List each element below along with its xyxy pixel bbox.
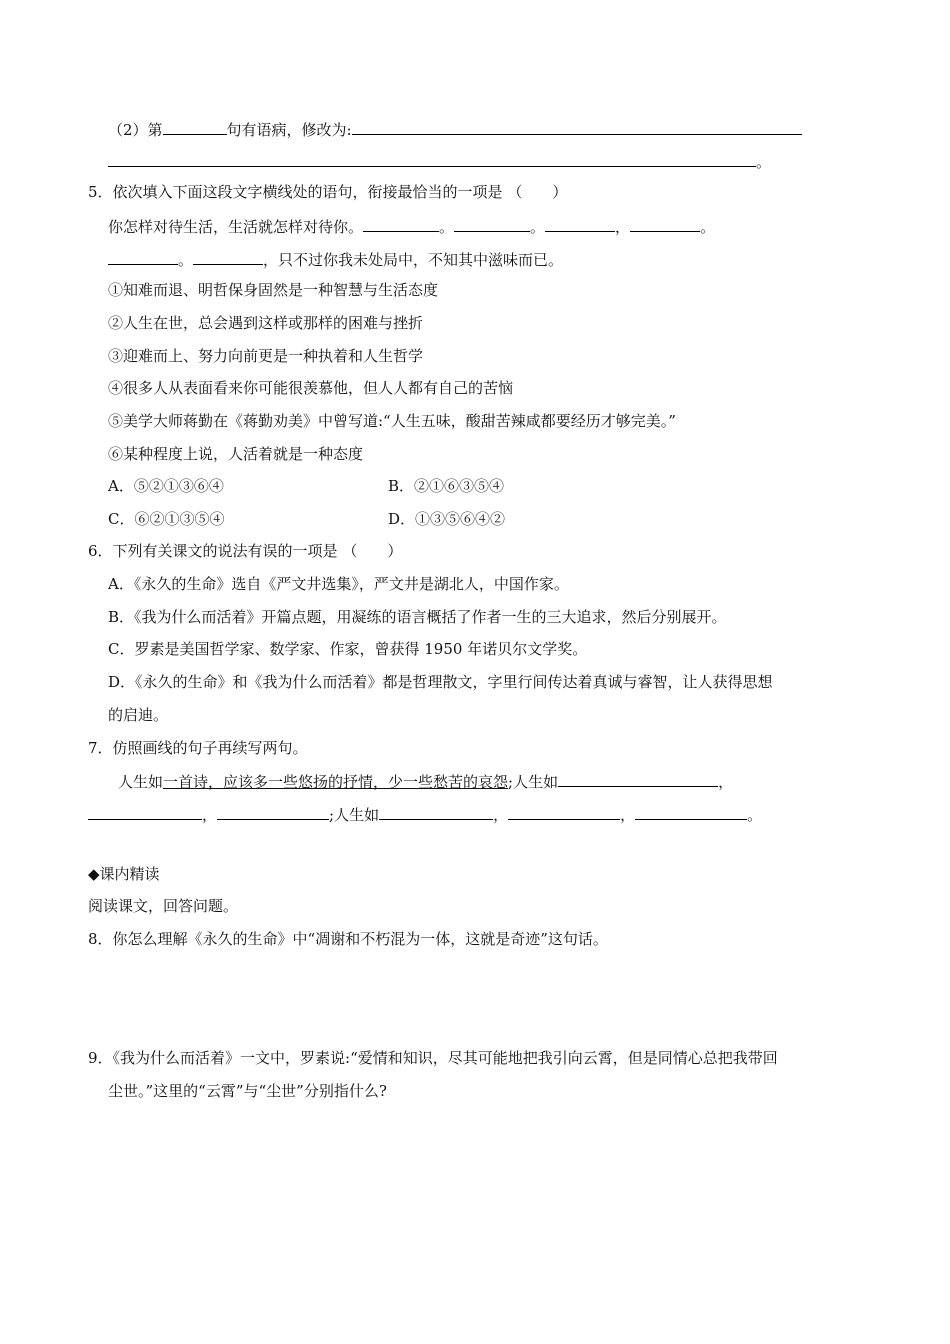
q7-blank-3[interactable] <box>217 803 329 820</box>
q5-option-b[interactable]: B．②①⑥③⑤④ <box>388 477 505 495</box>
q4-end-period: 。 <box>756 153 772 171</box>
q7-blank-6[interactable] <box>635 803 747 820</box>
q5-option-d[interactable]: D．①③⑤⑥④② <box>388 510 506 528</box>
q7-blank-4[interactable] <box>379 803 493 820</box>
q4-part2-line <box>108 118 802 140</box>
q5-blank-1[interactable] <box>363 215 439 232</box>
q5-sep-4: 。 <box>700 218 716 236</box>
q7-mid: ;人生如 <box>329 806 380 824</box>
q8-stem: 8．你怎么理解《永久的生命》中“凋谢和不朽混为一体，这就是奇迹”这句话。 <box>88 930 608 948</box>
q5-sep-3: ， <box>615 218 631 236</box>
q4-sentence-number-blank[interactable] <box>163 118 227 135</box>
q5-sep-5: 。 <box>178 251 194 269</box>
q5-blank-6[interactable] <box>193 248 263 265</box>
q5-sep-2: 。 <box>530 218 546 236</box>
q5-option-a[interactable]: A．⑤②①③⑥④ <box>108 477 224 495</box>
q5-stem: 5．依次填入下面这段文字横线处的语句，衔接最恰当的一项是 （ ） <box>88 183 568 201</box>
section-instruction: 阅读课文，回答问题。 <box>88 897 239 915</box>
q5-item-4: ④很多人从表面看来你可能很羡慕他，但人人都有自己的苦恼 <box>108 379 514 397</box>
q7-suffix: ;人生如 <box>508 773 559 791</box>
q5-passage-start: 你怎样对待生活，生活就怎样对待你。 <box>108 218 364 236</box>
q5-item-5: ⑤美学大师蒋勤在《蒋勤劝美》中曾写道:“人生五味，酸甜苦辣咸都要经历才够完美。” <box>108 412 676 430</box>
q4-continuation-line <box>108 150 771 172</box>
q7-comma-2: ， <box>202 806 218 824</box>
q7-blank-2[interactable] <box>88 803 202 820</box>
q7-blank-5[interactable] <box>508 803 620 820</box>
q5-blank-4[interactable] <box>630 215 700 232</box>
q7-prefix: 人生如 <box>118 773 164 791</box>
q5-sep-1: 。 <box>439 218 455 236</box>
q9-line1: 9．《我为什么而活着》一文中，罗素说:“爱情和知识，尽其可能地把我引向云霄，但是同情心总把我带回 <box>88 1049 778 1067</box>
q6-option-d-continued: 的启迪。 <box>108 706 169 724</box>
q5-blank-2[interactable] <box>454 215 530 232</box>
q5-blank-5[interactable] <box>108 248 178 265</box>
q5-item-6: ⑥某种程度上说，人活着就是一种态度 <box>108 445 364 463</box>
q4-part2-mid: 句有语病，修改为: <box>226 121 352 139</box>
q5-option-c[interactable]: C．⑥②①③⑤④ <box>108 510 225 528</box>
q6-option-b[interactable]: B．《我为什么而活着》开篇点题，用凝练的语言概括了作者一生的三大追求，然后分别展开。 <box>108 608 727 626</box>
q7-blank-1[interactable] <box>558 770 718 787</box>
q4-correction-blank-2[interactable] <box>108 150 756 167</box>
q9-line2: 尘世。”这里的“云霄”与“尘世”分别指什么? <box>108 1082 387 1100</box>
q5-item-2: ②人生在世，总会遇到这样或那样的困难与挫折 <box>108 314 424 332</box>
q7-underlined-model: 一首诗，应该多一些悠扬的抒情，少一些愁苦的哀怨 <box>163 773 509 791</box>
q4-correction-blank[interactable] <box>352 118 802 135</box>
q7-period: 。 <box>747 806 763 824</box>
q5-item-1: ①知难而退、明哲保身固然是一种智慧与生活态度 <box>108 281 439 299</box>
q6-option-c[interactable]: C．罗素是美国哲学家、数学家、作家，曾获得 1950 年诺贝尔文学奖。 <box>108 640 588 658</box>
q7-line1 <box>118 770 733 792</box>
q6-option-d[interactable]: D．《永久的生命》和《我为什么而活着》都是哲理散文，字里行间传达着真诚与睿智，让人获得思想 <box>108 673 773 691</box>
q7-comma-4: ， <box>620 806 636 824</box>
q6-option-a[interactable]: A．《永久的生命》选自《严文井选集》，严文井是湖北人，中国作家。 <box>108 575 569 593</box>
q7-line2 <box>88 803 762 825</box>
q5-passage-end: ，只不过你我未处局中，不知其中滋味而已。 <box>263 251 564 269</box>
q7-comma-3: ， <box>493 806 509 824</box>
q5-blank-3[interactable] <box>545 215 615 232</box>
section-title: ◆课内精读 <box>88 865 160 883</box>
q5-item-3: ③迎难而上、努力向前更是一种执着和人生哲学 <box>108 347 424 365</box>
q7-comma-1: ， <box>718 773 734 791</box>
q5-passage-line1 <box>108 215 715 237</box>
q5-passage-line2 <box>108 248 563 270</box>
q6-stem: 6．下列有关课文的说法有误的一项是 （ ） <box>88 542 403 560</box>
q7-stem: 7．仿照画线的句子再续写两句。 <box>88 739 308 757</box>
q4-part2-prefix: （2）第 <box>108 121 163 139</box>
